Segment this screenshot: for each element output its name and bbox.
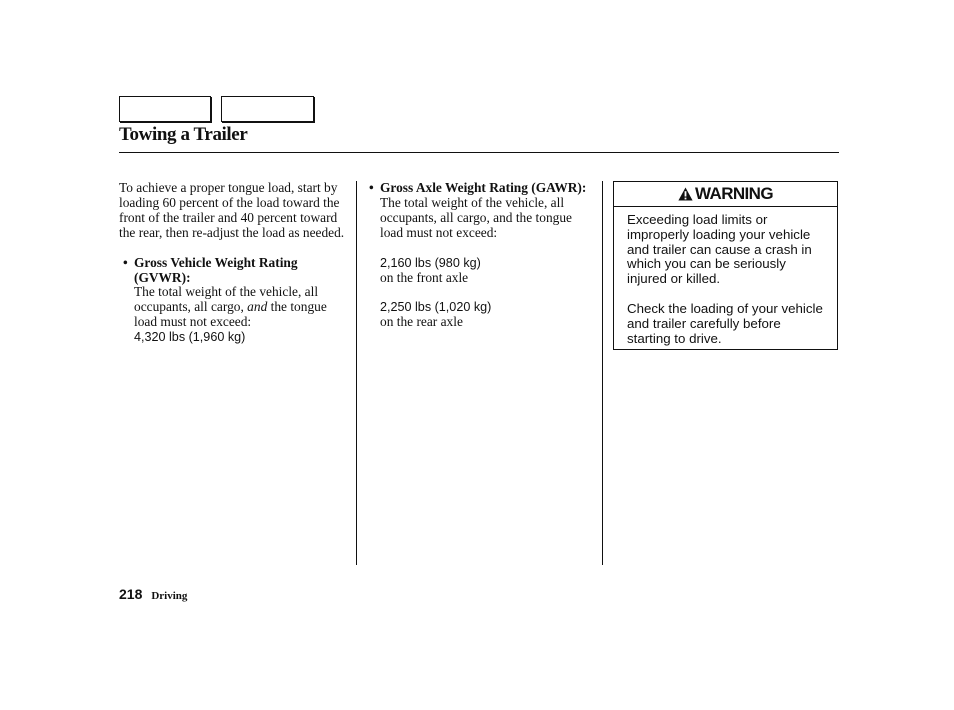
front-axle-value: 2,160 lbs (980 kg) [380,255,481,270]
left-column [119,181,347,345]
gvwr-value: 4,320 lbs (1,960 kg) [134,330,246,345]
gawr-text: The total weight of the vehicle, all occupants, all cargo, and the tongue load must not exceed: [380,194,572,240]
gawr-bullet [369,181,595,330]
front-axle-label: on the front axle [380,269,469,285]
intro-paragraph: To achieve a proper tongue load, start by loading 60 percent of the load toward the front of the trailer and 40 percent toward the rear, then re-adjust the load as needed. [119,180,345,240]
column-divider-2 [602,181,603,565]
nav-tab-box-1[interactable] [119,96,211,122]
warning-paragraph-1: Exceeding load limits or improperly loading your vehicle and trailer can cause a crash in which you can be seriously injured or killed. [627,212,812,287]
page-title: Towing a Trailer [119,124,248,145]
rear-axle-label: on the rear axle [380,314,463,330]
gvwr-text [134,284,327,329]
gvwr-bullet [119,256,347,345]
gvwr-text-before: The total weight of the vehicle, all occupants, all cargo, [134,284,319,315]
column-divider-1 [356,181,357,565]
gvwr-title: Gross Vehicle Weight Rating (GVWR): [134,254,298,285]
gvwr-text-italic: and [247,299,268,315]
bullet-marker: • [369,180,374,195]
bullet-marker: • [123,254,128,270]
warning-text [614,207,827,346]
rear-axle-value: 2,250 lbs (1,020 kg) [380,300,492,315]
title-divider [119,152,839,153]
gvwr-text-after: the tongue load must not exceed: [134,299,327,330]
front-axle-block [380,256,595,286]
rear-axle-block [380,300,595,330]
warning-label: WARNING [695,184,773,203]
middle-column [369,181,595,330]
warning-box [613,181,838,350]
page-footer [119,586,187,602]
section-name: Driving [151,590,188,602]
gawr-title: Gross Axle Weight Rating (GAWR): [380,180,587,195]
page-number: 218 [119,586,143,602]
warning-paragraph-2: Check the loading of your vehicle and trailer carefully before starting to drive. [627,300,823,346]
nav-tab-box-2[interactable] [221,96,314,122]
warning-header [614,182,837,207]
warning-triangle-icon [678,187,693,201]
